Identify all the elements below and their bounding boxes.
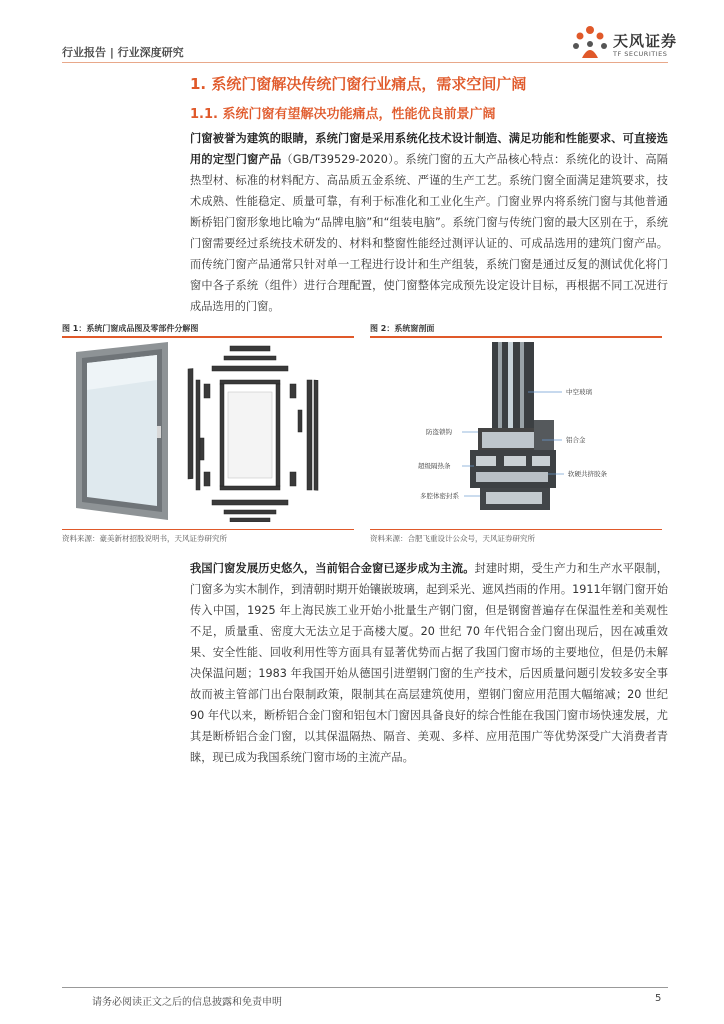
callout-multi-chamber-seal: 多腔体密封系: [420, 492, 459, 500]
figure1-top-rule: [62, 336, 354, 338]
logo-name-en: TF SECURITIES: [613, 50, 668, 58]
logo-name-cn: 天风证券: [613, 32, 678, 50]
history-paragraph-body: 封建时期，受生产力和生产水平限制，门窗多为实木制作，到清朝时期开始镶嵌玻璃，起到采光、遮风挡雨的作用。1911年钢门窗开始传入中国，1925 年上海民族工业开始小批量生产钢门窗，但是钢窗普遍存在保温性差和美观性不足，质量重、密度大无法立足于高楼大厦。20 世纪 70 年代铝合金门窗出现后，因在减重效果、安全性能、回收利用性等方面具有显著优势而占据了我国门窗市场的主要地位，但是仍未解决保温问题；1983 年我国开始从德国引进塑钢门窗的生产技术，后因质量问题引发较多安全事故而被主管部门出台限制政策，限制其在高层建筑使用，塑钢门窗应用范围大幅缩减；20 世纪 90 年代以来，断桥铝合金门窗和铝包木门窗因具备良好的综合性能在我国门窗市场快速发展，尤其是断桥铝合金门窗，以其保温隔热、隔音、美观、多样、应用范围广等优势深受广大消费者青睐，现已成为我国系统门窗市场的主流产品。: [190, 562, 668, 764]
subsection-heading: 1.1. 系统门窗有望解决功能痛点，性能优良前景广阔: [190, 107, 496, 122]
finished-window-image: [76, 342, 168, 520]
figure2-bottom-rule: [370, 529, 662, 530]
figure2-source: 资料来源：合肥飞重设计公众号，天风证券研究所: [370, 534, 535, 543]
section-heading: 1. 系统门窗解决传统门窗行业痛点，需求空间广阔: [190, 75, 527, 93]
exploded-parts-image: [188, 346, 318, 522]
intro-paragraph: [190, 128, 668, 317]
callout-anti-theft-hook: 防盗锁钩: [426, 428, 452, 436]
footer-disclaimer: 请务必阅读正文之后的信息披露和免责申明: [92, 997, 282, 1008]
figure2-top-rule: [370, 336, 662, 338]
figure1-bottom-rule: [62, 529, 354, 530]
footer-divider: [62, 987, 668, 988]
intro-paragraph-lead: 门窗被誉为建筑的眼睛，系统门窗是采用系统化技术设计制造、满足功能和性能要求、可直接选用的定型门窗产品: [190, 132, 668, 166]
report-category: 行业报告 | 行业深度研究: [62, 46, 184, 59]
history-paragraph: [190, 558, 668, 768]
callout-aluminum-alloy: 铝合金: [566, 436, 586, 444]
callout-insulation-strip: 超级隔热条: [418, 462, 451, 470]
figure2-image: [370, 340, 662, 522]
callout-hollow-glass: 中空玻璃: [566, 388, 592, 396]
logo-mark-icon: [568, 24, 612, 62]
page-number: 5: [655, 993, 662, 1004]
callout-co-extruded-seal: 软硬共挤胶条: [568, 470, 607, 478]
figure2-label: 图 2：系统窗剖面: [370, 324, 435, 333]
history-paragraph-lead: 我国门窗发展历史悠久，当前铝合金窗已逐步成为主流。: [190, 562, 475, 575]
window-section-profile: [470, 342, 556, 510]
figure1-image: [62, 340, 354, 522]
figure1-label: 图 1：系统门窗成品图及零部件分解图: [62, 324, 199, 333]
company-logo: [568, 24, 612, 62]
header-divider: [62, 62, 668, 63]
intro-paragraph-body: （GB/T39529-2020）。系统门窗的五大产品核心特点：系统化的设计、高隔热型材、标准的材料配方、高品质五金系统、严谨的生产工艺。系统门窗全面满足建筑要求，技术成熟、性能稳定、质量可靠，有利于标准化和工业化生产。门窗业界内将系统门窗与其他普通断桥铝门窗形象地比喻为“品牌电脑”和“组装电脑”。系统门窗与传统门窗的最大区别在于，系统门窗需要经过系统技术研发的、材料和整窗性能经过测评认证的、可成品选用的建筑门窗产品。而传统门窗产品通常只针对单一工程进行设计和生产组装，系统门窗是通过反复的测试优化将门窗中各子系统（组件）进行合理配置，使门窗整体完成预先设定设计目标，再根据不同工况进行成品选用的门窗。: [190, 153, 668, 313]
figure1-source: 资料来源：豪美新材招股说明书，天风证券研究所: [62, 534, 227, 543]
